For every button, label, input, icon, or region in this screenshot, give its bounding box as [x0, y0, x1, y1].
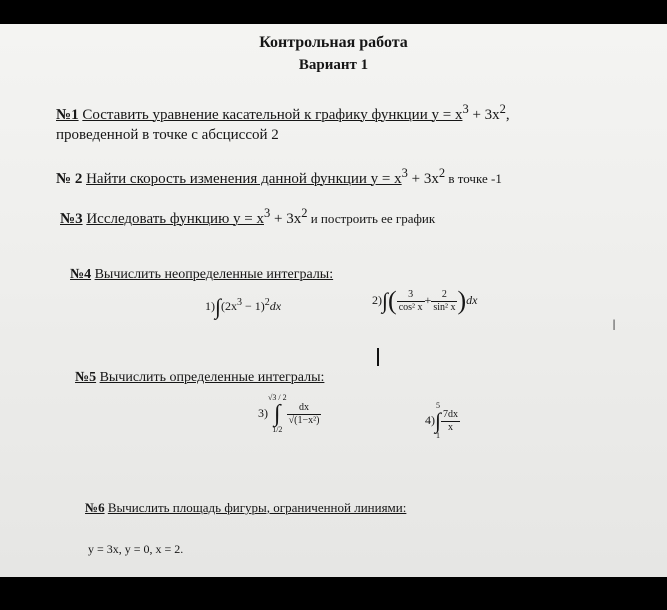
- integral-1-rest: − 1): [242, 298, 265, 313]
- task-3-mid: + 3x: [270, 211, 302, 227]
- integral-sign-icon: ∫: [215, 294, 222, 319]
- integral-sign-icon: ∫: [435, 408, 442, 433]
- task-1-end: ,: [505, 107, 510, 123]
- integral-2-dx: dx: [466, 292, 478, 307]
- task-1-mid: + 3x: [468, 107, 500, 123]
- integral-1-body: (2x: [221, 298, 238, 313]
- task-6-text: Вычислить площадь фигуры, ограниченной линиями:: [107, 500, 407, 515]
- integral-sign-icon: ∫: [382, 288, 389, 313]
- fraction-1-num: 3: [397, 289, 425, 302]
- task-6-lines: y = 3x, y = 0, x = 2.: [88, 542, 184, 556]
- page-title: Контрольная работа: [259, 34, 408, 51]
- task-2-exp2: 2: [438, 166, 446, 180]
- task-6: [85, 500, 406, 516]
- integral-3-upper: √3 / 2: [268, 393, 287, 402]
- task-3-end: и построить ее график: [307, 211, 436, 226]
- fraction-1-den: cos² x: [398, 301, 423, 313]
- integral-3-label: 3): [258, 405, 268, 420]
- task-6-number: №6: [85, 500, 105, 515]
- variant-label: Вариант 1: [298, 57, 369, 73]
- fraction-1: [397, 289, 425, 313]
- worksheet-page: [0, 24, 667, 577]
- task-1-exp2: 2: [499, 102, 506, 116]
- task-1-line2: проведенной в точке с абсциссой 2: [56, 127, 279, 143]
- task-2-end: в точке -1: [445, 171, 502, 186]
- right-paren-icon: ): [457, 286, 467, 315]
- integral-1-exp: 3: [237, 296, 243, 308]
- task-2-text: Найти скорость изменения данной функции y = x: [86, 171, 402, 187]
- task-2-exp: 3: [401, 166, 408, 180]
- fraction-3: [287, 402, 322, 426]
- fraction-4: [441, 409, 460, 433]
- text-cursor: [377, 348, 379, 366]
- fraction-4-den: x: [448, 421, 454, 433]
- task-2-number: № 2: [56, 171, 83, 187]
- integral-1-exp2: 2: [264, 296, 270, 308]
- task-1-text: Составить уравнение касательной к графику функции y = x: [82, 107, 463, 123]
- task-5-number: №5: [75, 370, 97, 385]
- task-3-number: №3: [60, 211, 83, 227]
- left-paren-icon: (: [388, 286, 397, 315]
- integral-3-lower: 1/2: [272, 425, 283, 434]
- integral-4: [425, 402, 460, 440]
- fraction-2-den: sin² x: [433, 301, 456, 313]
- task-4: [70, 267, 333, 283]
- integral-4-label: 4): [425, 412, 435, 427]
- task-5-text: Вычислить определенные интегралы:: [99, 370, 325, 385]
- task-3-exp: 3: [263, 206, 271, 220]
- fraction-4-num: 7dx: [443, 409, 459, 420]
- task-1-exp: 3: [462, 102, 469, 116]
- fraction-2-num: 2: [431, 289, 457, 302]
- plus-sign: +: [424, 292, 432, 307]
- task-3-text: Исследовать функцию y = x: [86, 211, 264, 227]
- task-1: [56, 102, 510, 124]
- task-3: [60, 206, 435, 228]
- integral-2-label: 2): [372, 292, 382, 307]
- fraction-3-den: √(1−x²): [288, 414, 320, 426]
- task-5: [75, 370, 324, 386]
- ibeam-cursor-icon: I: [612, 318, 617, 334]
- task-4-number: №4: [70, 267, 92, 282]
- integral-1-label: 1): [205, 298, 215, 313]
- task-2-mid: + 3x: [407, 171, 439, 187]
- task-4-text: Вычислить неопределенные интегралы:: [94, 267, 334, 282]
- integral-1: [205, 294, 281, 320]
- task-3-exp2: 2: [301, 206, 308, 220]
- integral-sign-icon: ∫: [274, 401, 281, 427]
- integral-3-limits: [268, 394, 287, 434]
- integral-3: [258, 394, 321, 434]
- integral-4-upper: 5: [436, 401, 441, 410]
- integral-1-dx: dx: [269, 298, 282, 313]
- integral-4-lower: 1: [436, 431, 441, 440]
- task-2: [56, 166, 502, 188]
- fraction-2: [431, 289, 457, 313]
- integral-2: [372, 286, 477, 316]
- task-1-number: №1: [56, 107, 79, 123]
- fraction-3-num: dx: [287, 402, 322, 415]
